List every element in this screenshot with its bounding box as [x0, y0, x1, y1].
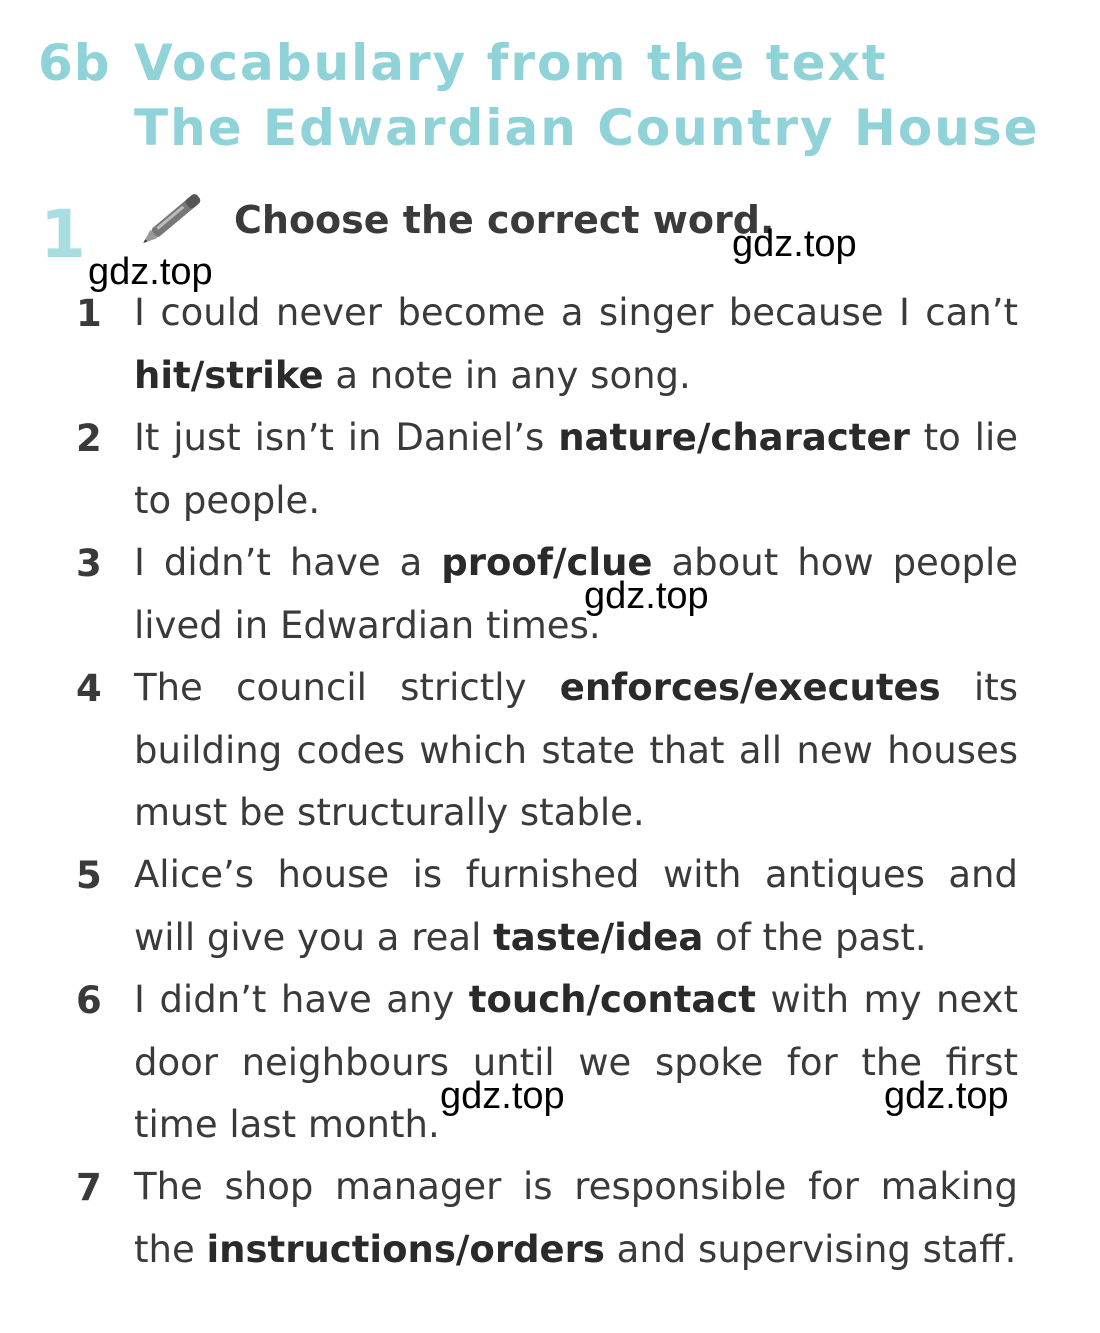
- exercise-number: 1: [40, 196, 86, 273]
- word-options: enforces/executes: [559, 666, 941, 709]
- question-number: 7: [76, 1166, 102, 1209]
- question-text-after: its building codes which state that all new houses must be structurally stable.: [134, 666, 1019, 834]
- watermark: gdz.top: [584, 575, 709, 617]
- question-text: [134, 969, 1018, 1157]
- question-text-before: The shop manager is responsible for making the: [134, 1165, 1018, 1271]
- question-text-after: and supervising staff.: [604, 1227, 1017, 1271]
- question-text: [134, 844, 1018, 969]
- question-number: 2: [76, 417, 102, 460]
- question-text-before: I didn’t have any: [134, 978, 469, 1021]
- word-options: hit/strike: [134, 353, 324, 397]
- word-options: instructions/orders: [206, 1227, 605, 1271]
- question-text: [134, 407, 1018, 532]
- question-text-after: of the past.: [703, 915, 927, 959]
- page-header: [0, 0, 1100, 170]
- question-text-after: with my next door neighbours until we spoke for the first time last month.: [134, 978, 1018, 1146]
- watermark: gdz.top: [732, 223, 857, 265]
- word-options: taste/idea: [493, 915, 704, 959]
- word-options: nature/character: [558, 416, 910, 459]
- question-text: [134, 657, 1018, 845]
- question-text-after: to lie to people.: [134, 416, 1018, 522]
- section-number: 6b: [38, 34, 111, 92]
- watermark: gdz.top: [440, 1075, 565, 1117]
- question-text-after: a note in any song.: [323, 353, 691, 397]
- watermark: gdz.top: [884, 1075, 1009, 1117]
- question-text: [134, 532, 1018, 657]
- exercise-instruction: Choose the correct word.: [234, 198, 775, 242]
- question-number: 4: [76, 667, 102, 710]
- question-number: 5: [76, 854, 102, 897]
- pen-icon: [134, 180, 216, 254]
- word-options: proof/clue: [441, 541, 653, 584]
- question-number: 1: [76, 292, 102, 335]
- question-text: [134, 1156, 1018, 1281]
- question-number: 3: [76, 542, 102, 585]
- question-text-before: I could never become a singer because I can’t: [134, 291, 1018, 334]
- page-title-line1: Vocabulary from the text: [134, 34, 888, 92]
- question-text-before: The council strictly: [134, 666, 560, 709]
- question-text-before: It just isn’t in Daniel’s: [134, 416, 559, 459]
- question-text: [134, 282, 1018, 407]
- watermark: gdz.top: [88, 251, 213, 293]
- page-title-line2: The Edwardian Country House: [134, 99, 1040, 157]
- question-text-after: about how people lived in Edwardian times.: [134, 541, 1018, 647]
- question-text-before: I didn’t have a: [134, 541, 442, 584]
- question-number: 6: [76, 979, 102, 1022]
- question-text-before: Alice’s house is furnished with antiques and will give you a real: [134, 853, 1018, 959]
- word-options: touch/contact: [468, 978, 756, 1021]
